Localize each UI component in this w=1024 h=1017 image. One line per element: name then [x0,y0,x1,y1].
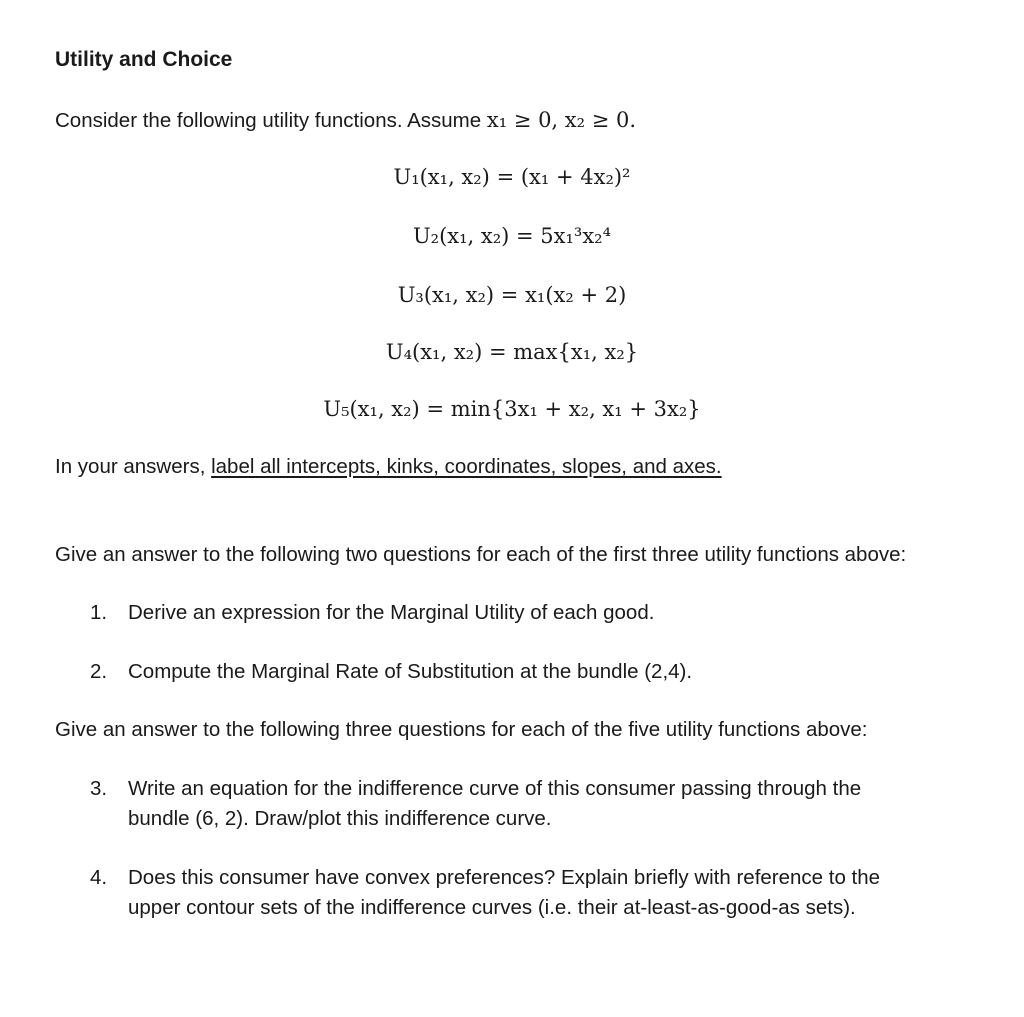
answers-note [55,455,722,479]
page-title: Utility and Choice [55,48,233,71]
equation-u1-rhs: (x₁ + 4x₂)² [520,165,631,189]
equation-u1: U₁(x₁, x₂) = (x₁ + 4x₂)² [393,165,631,189]
equation-u5-lhs: U₅(x₁, x₂) [323,397,420,421]
equation-u2-rhs: 5x₁³x₂⁴ [540,224,612,248]
question-3-line-2: bundle (6, 2). Draw/plot this indifference curve. [128,807,552,830]
equation-u2-lhs: U₂(x₁, x₂) [412,224,510,248]
answers-note-underlined: label all intercepts, kinks, coordinates, slopes, and axes. [211,455,722,478]
question-4-text [128,863,948,923]
question-number: 4. [90,866,108,889]
equation-u5-rhs: min{3x₁ + x₂, x₁ + 3x₂} [450,397,701,421]
equation-u5: U₅(x₁, x₂) = min{3x₁ + x₂, x₁ + 3x₂} [323,397,701,421]
equation-u4: U₄(x₁, x₂) = max{x₁, x₂} [385,340,639,364]
question-4-line-1: Does this consumer have convex preferences? Explain briefly with reference to the [128,866,881,889]
question-3-text [128,774,948,834]
answers-note-prefix: In your answers, [55,455,212,478]
question-4-line-2: upper contour sets of the indifference curves (i.e. their at-least-as-good-as sets). [128,896,856,919]
intro-text: Consider the following utility functions. Assume [55,109,487,132]
question-number: 2. [90,660,108,683]
intro-assumption: x₁ ≥ 0, x₂ ≥ 0. [486,108,637,132]
question-number: 1. [90,601,108,624]
equation-u3: U₃(x₁, x₂) = x₁(x₂ + 2) [397,283,627,307]
equation-u4-lhs: U₄(x₁, x₂) [385,340,483,364]
question-number: 3. [90,777,108,800]
equation-u3-rhs: x₁(x₂ + 2) [525,283,627,307]
question-3-line-1: Write an equation for the indifference curve of this consumer passing through the [128,777,862,800]
equation-u1-lhs: U₁(x₁, x₂) [393,165,490,189]
question-2-text: Compute the Marginal Rate of Substitution at the bundle (2,4). [128,660,693,683]
question-1-text: Derive an expression for the Marginal Utility of each good. [128,601,655,624]
equation-u4-rhs: max{x₁, x₂} [513,340,639,364]
equation-u2: U₂(x₁, x₂) = 5x₁³x₂⁴ [412,224,612,248]
intro-line [55,108,636,133]
equation-u3-lhs: U₃(x₁, x₂) [397,283,495,307]
section-heading-2: Give an answer to the following three questions for each of the five utility functions above: [55,718,868,741]
section-heading-1: Give an answer to the following two questions for each of the first three utility functions above: [55,543,907,566]
